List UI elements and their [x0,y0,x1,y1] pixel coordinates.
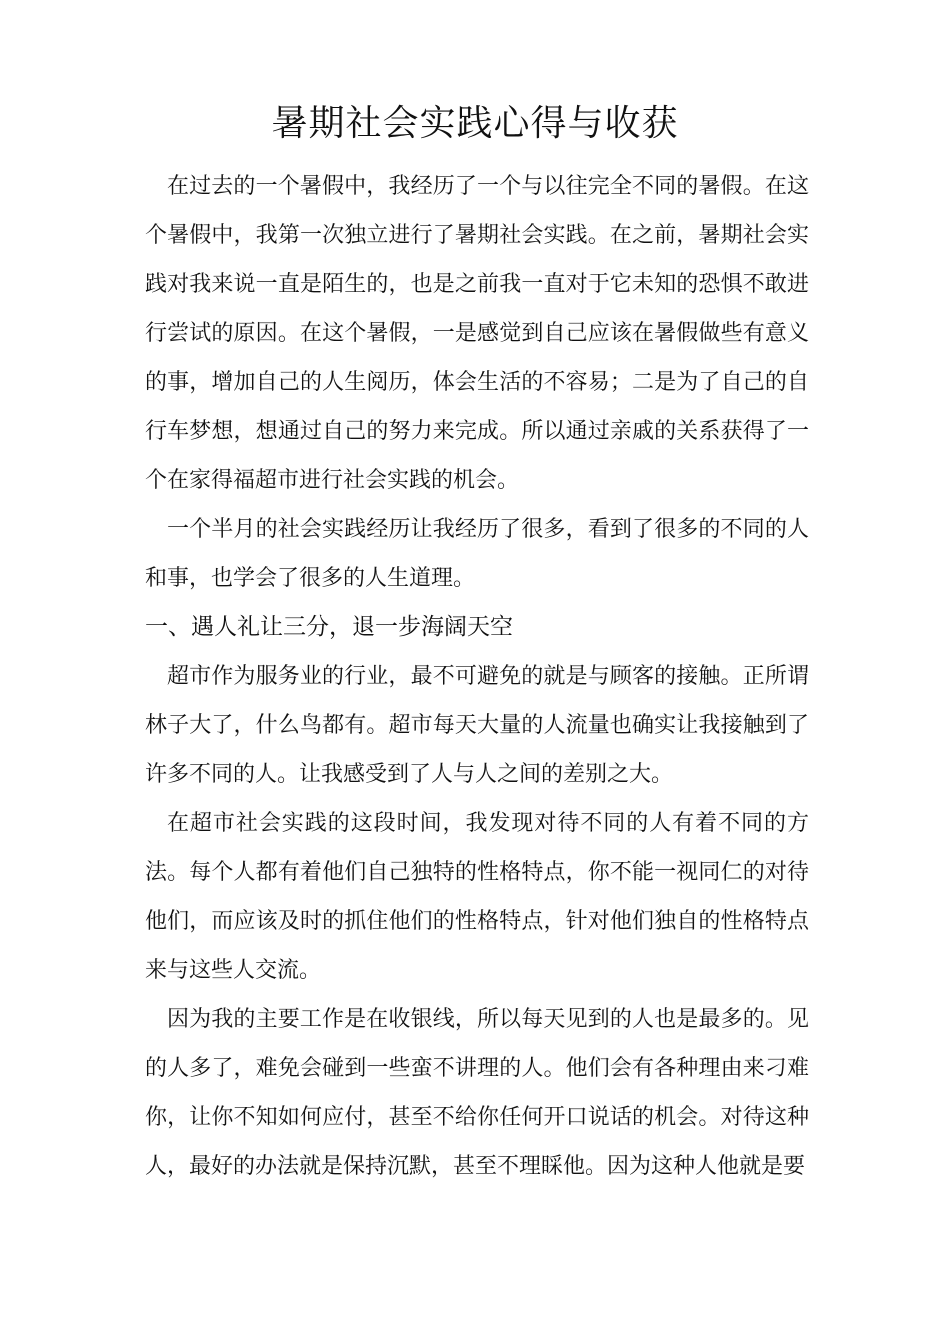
section-heading-1: 一、遇人礼让三分，退一步海阔天空 [145,614,513,640]
paragraph-summary: 一个半月的社会实践经历让我经历了很多，看到了很多的不同的人和事，也学会了很多的人生道理。 [145,517,809,591]
document-title: 暑期社会实践心得与收获 [271,103,679,144]
document-body [145,162,809,1191]
section1-paragraph-3: 因为我的主要工作是在收银线，所以每天见到的人也是最多的。见的人多了，难免会碰到一些蛮不讲理的人。他们会有各种理由来刁难你，让你不知如何应付，甚至不给你任何开口说话的机会。对待这种人，最好的办法就是保持沉默，甚至不理睬他。因为这种人他就是要 [145,1007,809,1179]
paragraph-intro: 在过去的一个暑假中，我经历了一个与以往完全不同的暑假。在这个暑假中，我第一次独立进行了暑期社会实践。在之前，暑期社会实践对我来说一直是陌生的，也是之前我一直对于它未知的恐惧不敢进行尝试的原因。在这个暑假，一是感觉到自己应该在暑假做些有意义的事，增加自己的人生阅历，体会生活的不容易；二是为了自己的自行车梦想，想通过自己的努力来完成。所以通过亲戚的关系获得了一个在家得福超市进行社会实践的机会。 [145,174,809,493]
section1-paragraph-2: 在超市社会实践的这段时间，我发现对待不同的人有着不同的方法。每个人都有着他们自己独特的性格特点，你不能一视同仁的对待他们，而应该及时的抓住他们的性格特点，针对他们独自的性格特点来与这些人交流。 [145,811,809,983]
section1-paragraph-1: 超市作为服务业的行业，最不可避免的就是与顾客的接触。正所谓林子大了，什么鸟都有。超市每天大量的人流量也确实让我接触到了许多不同的人。让我感受到了人与人之间的差别之大。 [145,664,809,787]
